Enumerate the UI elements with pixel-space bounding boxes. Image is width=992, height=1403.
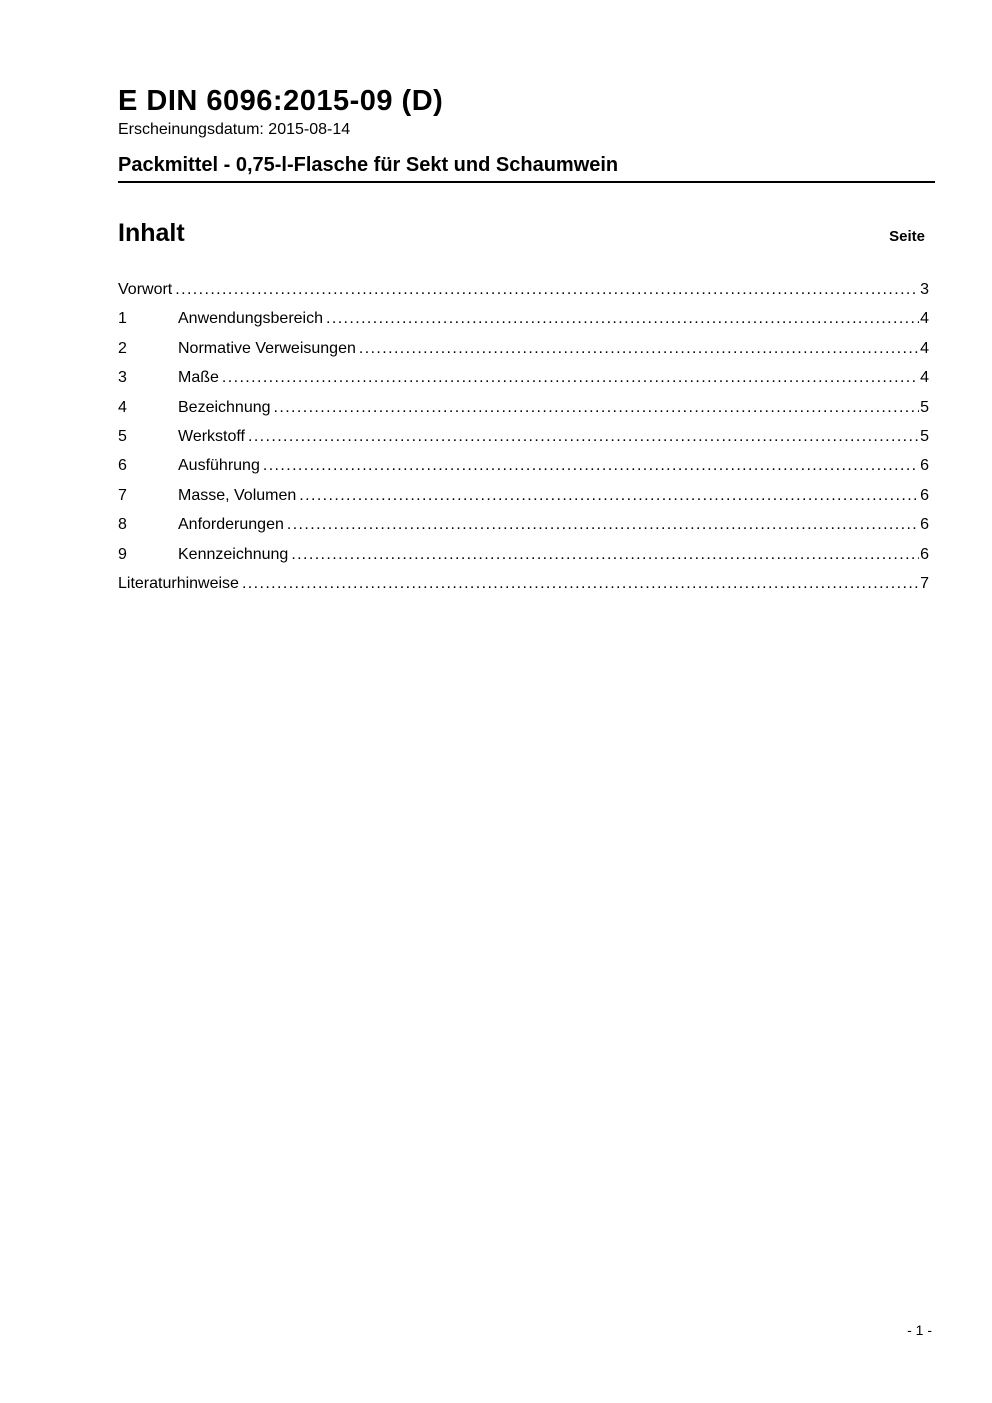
toc-entry-werkstoff[interactable] [118, 422, 929, 451]
toc-entry-page: 5 [920, 398, 929, 416]
toc-entry-title: Bezeichnung [178, 398, 271, 416]
toc-entry-kennzeichnung[interactable] [118, 540, 929, 569]
footer-page-number: - 1 - [907, 1322, 932, 1338]
toc-entry-normative-verweisungen[interactable] [118, 334, 929, 363]
toc-entry-bezeichnung[interactable] [118, 393, 929, 422]
toc-entry-title: Vorwort [118, 281, 173, 298]
table-of-contents [118, 275, 929, 598]
toc-entry-page: 6 [920, 545, 929, 563]
toc-entry-title: Masse, Volumen [178, 486, 297, 504]
toc-entry-masse-dimensions[interactable] [118, 363, 929, 392]
toc-entry-masse-volumen[interactable] [118, 481, 929, 510]
toc-entry-title: Kennzeichnung [178, 545, 289, 563]
toc-entry-number: 2 [118, 339, 127, 357]
toc-entry-page: 4 [920, 310, 929, 328]
toc-entry-title: Literaturhinweise [118, 574, 239, 592]
toc-entry-page: 6 [920, 457, 929, 475]
toc-entry-number: 9 [118, 545, 127, 563]
toc-entry-title: Maße [178, 369, 219, 387]
publication-date-line: Erscheinungsdatum: 2015-08-14 [118, 121, 351, 138]
toc-entry-page: 3 [920, 281, 929, 298]
toc-entry-title: Normative Verweisungen [178, 339, 356, 357]
toc-entry-page: 4 [920, 339, 929, 357]
toc-entry-anwendungsbereich[interactable] [118, 304, 929, 333]
toc-dot-leader [274, 393, 920, 422]
toc-entry-page: 7 [920, 574, 929, 592]
toc-dot-leader [248, 422, 919, 451]
toc-entry-title: Anwendungsbereich [178, 310, 323, 328]
toc-entry-ausfuehrung[interactable] [118, 451, 929, 480]
toc-dot-leader [299, 481, 919, 510]
toc-entry-number: 6 [118, 457, 127, 475]
toc-entry-number: 3 [118, 369, 127, 387]
toc-entry-title: Anforderungen [178, 516, 284, 534]
toc-entry-literaturhinweise[interactable] [118, 569, 929, 598]
toc-dot-leader [359, 334, 919, 363]
standard-number-title: E DIN 6096:2015-09 (D) [118, 85, 444, 117]
document-title: Packmittel - 0,75-l-Flasche für Sekt und Schaumwein [118, 154, 619, 176]
toc-entry-number: 8 [118, 516, 127, 534]
toc-dot-leader [222, 363, 919, 392]
toc-dot-leader [326, 304, 919, 333]
toc-entry-number: 7 [118, 486, 127, 504]
toc-dot-leader [175, 275, 919, 304]
toc-dot-leader [263, 451, 919, 480]
page-column-label: Seite [889, 228, 925, 245]
toc-dot-leader [242, 569, 919, 598]
toc-entry-vorwort[interactable] [118, 275, 929, 304]
toc-entry-page: 4 [920, 369, 929, 387]
toc-dot-leader [287, 510, 919, 539]
toc-entry-page: 6 [920, 516, 929, 534]
toc-entry-title: Ausführung [178, 457, 260, 475]
toc-entry-anforderungen[interactable] [118, 510, 929, 539]
toc-heading: Inhalt [118, 219, 185, 247]
toc-entry-number: 1 [118, 310, 127, 328]
toc-entry-title: Werkstoff [178, 427, 245, 445]
toc-entry-page: 5 [920, 427, 929, 445]
toc-entry-number: 4 [118, 398, 127, 416]
toc-dot-leader [291, 540, 919, 569]
toc-entry-page: 6 [920, 486, 929, 504]
title-underline-rule [118, 181, 935, 183]
toc-entry-number: 5 [118, 427, 127, 445]
